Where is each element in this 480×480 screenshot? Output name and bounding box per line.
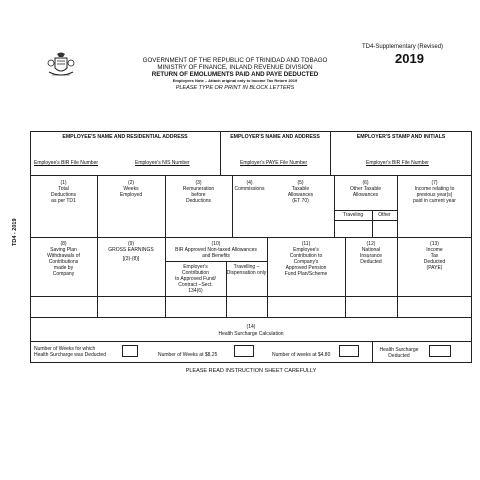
col-8-label: Saving Plan Withdrawals of Contributions made by Company bbox=[47, 247, 80, 277]
col-9-num: (9) bbox=[127, 241, 135, 247]
weeks-825-box[interactable] bbox=[234, 345, 254, 357]
surcharge-deducted-box[interactable] bbox=[429, 345, 451, 357]
side-label: TD4 - 2019 bbox=[12, 218, 18, 246]
col-13-num: (13) bbox=[430, 241, 439, 247]
col-5-label: Taxable Allowances (ET 70) bbox=[287, 186, 314, 204]
col-10-num: (10) bbox=[211, 241, 221, 247]
form-year: 2019 bbox=[395, 51, 424, 66]
employer-name-field[interactable] bbox=[222, 142, 328, 158]
col-11-label: Employee's Contribution to Company's Approved Pension Fund Plan/Scheme bbox=[284, 247, 328, 277]
col-1-num: (1) bbox=[60, 180, 67, 186]
surcharge-deducted-label: Health Surcharge Deducted bbox=[379, 347, 419, 359]
col-6-other-label: Other bbox=[378, 212, 391, 218]
employee-address-heading: EMPLOYEE'S NAME AND RESIDENTIAL ADDRESS bbox=[62, 134, 188, 140]
col-3-num: (3) bbox=[195, 180, 202, 186]
footer-note: PLEASE READ INSTRUCTION SHEET CAREFULLY bbox=[185, 368, 317, 374]
col-4-num: (4) bbox=[246, 180, 253, 186]
col-8-num: (8) bbox=[60, 241, 67, 247]
health-num: (14) bbox=[246, 324, 256, 330]
employer-stamp-heading: EMPLOYER'S STAMP AND INITIALS bbox=[356, 134, 446, 140]
col-2-num: (2) bbox=[127, 180, 135, 186]
col-6-num: (6) bbox=[362, 180, 369, 186]
weeks-deducted-label: Number of Weeks for which Health Surcharge was Deducted bbox=[34, 346, 106, 358]
col-11-num: (11) bbox=[301, 241, 311, 247]
weeks-deducted-box[interactable] bbox=[122, 345, 138, 357]
weeks-480-label: Number of weeks at $4.80 bbox=[272, 352, 331, 358]
employer-paye-label: Employer's PAYE File Number bbox=[240, 160, 308, 166]
form-id: TD4-Supplementary (Revised) bbox=[362, 44, 444, 50]
header-line-5: PLEASE TYPE OR PRINT IN BLOCK LETTERS bbox=[175, 85, 295, 91]
weeks-480-box[interactable] bbox=[339, 345, 359, 357]
col-9-label: GROSS EARNINGS bbox=[108, 247, 154, 253]
col-7-label: Income relating to previous year(s) paid in current year bbox=[413, 186, 456, 204]
health-title: Health Surcharge Calculation bbox=[218, 331, 284, 337]
col-5-num: (5) bbox=[297, 180, 304, 186]
header-line-4: Employees Note – Attach original only to Income Tax Return 2019 bbox=[172, 78, 298, 83]
col-9-formula: [(3)-(8)] bbox=[122, 256, 140, 262]
col-12-num: (12) bbox=[366, 241, 376, 247]
col-10b-label: Travelling – Dispensation only bbox=[226, 264, 267, 276]
weeks-825-label: Number of Weeks at $8.25 bbox=[158, 352, 218, 358]
col-6-traveling-label: Traveling bbox=[342, 212, 364, 218]
col-10-label: BIR Approved Non-taxed Allowances and Benefits bbox=[175, 247, 257, 259]
employer-name-heading: EMPLOYER'S NAME AND ADDRESS bbox=[230, 134, 320, 140]
employer-bir-label: Employer's BIR File Number bbox=[366, 160, 429, 166]
employee-address-field[interactable] bbox=[32, 142, 218, 158]
employee-nis-label: Employee's NIS Number bbox=[135, 160, 190, 166]
coat-of-arms-logo bbox=[46, 52, 76, 80]
col-3-label: Remuneration before Deductions bbox=[182, 186, 215, 204]
col-10a-label: Employer's Contribution to Approved Fund/ Contract –Sect. 134(6) bbox=[175, 264, 216, 294]
col-1-label: Total Deductions as per TD1 bbox=[50, 186, 76, 204]
col-6-label: Other Taxable Allowances bbox=[349, 186, 382, 198]
col-13-label: Income Tax Deducted (PAYE) bbox=[423, 247, 446, 271]
employer-stamp-field[interactable] bbox=[332, 142, 470, 158]
employee-bir-label: Employee's BIR File Number bbox=[34, 160, 99, 166]
col-12-label: National Insurance Deducted bbox=[360, 247, 382, 265]
header-line-1: GOVERNMENT OF THE REPUBLIC OF TRINIDAD AND TOBAGO bbox=[142, 57, 328, 64]
col-2-label: Weeks Employed bbox=[119, 186, 143, 198]
header-line-2: MINISTRY OF FINANCE, INLAND REVENUE DIVISION bbox=[157, 64, 313, 71]
col-7-num: (7) bbox=[431, 180, 438, 186]
header-line-3: RETURN OF EMOLUMENTS PAID AND PAYE DEDUCTED bbox=[151, 71, 319, 78]
col-4-label: Commissions bbox=[234, 186, 265, 192]
